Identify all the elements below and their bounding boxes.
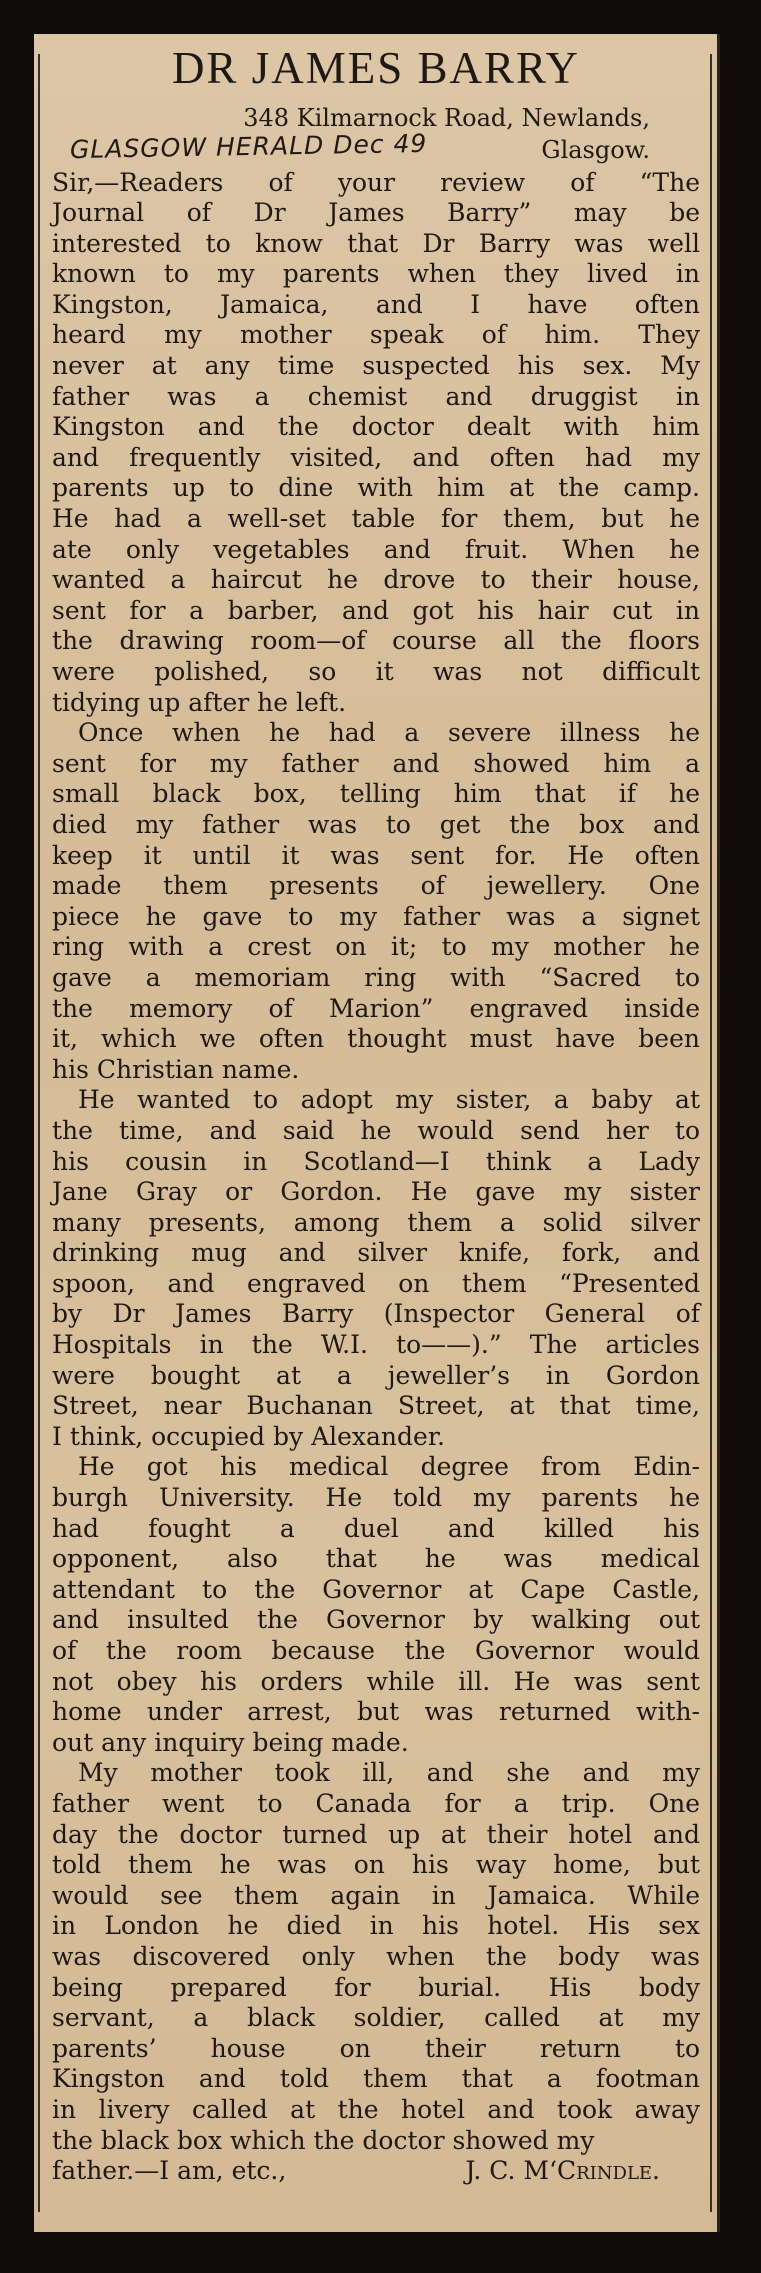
text-line: burgh University. He told my parents he bbox=[52, 1483, 700, 1513]
newspaper-clipping bbox=[34, 34, 720, 2232]
text-line: were polished, so it was not difficult bbox=[52, 657, 700, 686]
text-line: the memory of Marion” engraved inside bbox=[52, 993, 700, 1023]
address-line: 348 Kilmarnock Road, Newlands, bbox=[243, 103, 650, 132]
text-line: the time, and said he would send her to bbox=[52, 1115, 700, 1145]
text-line: Hospitals in the W.I. to——).” The articles bbox=[52, 1330, 700, 1360]
text-line: attendant to the Governor at Cape Castle, bbox=[52, 1574, 700, 1604]
headline: DR JAMES BARRY bbox=[171, 43, 581, 93]
text-line: I think, occupied by Alexander. bbox=[52, 1421, 445, 1451]
text-line: Kingston, Jamaica, and I have often bbox=[52, 289, 700, 319]
handwritten-note: GLASGOW HERALD Dec 49 bbox=[69, 128, 428, 164]
address-row bbox=[52, 128, 700, 168]
text-line: father went to Canada for a trip. One bbox=[52, 1788, 700, 1818]
text-line: and frequently visited, and often had my bbox=[52, 442, 700, 472]
text-line: He wanted to adopt my sister, a baby at bbox=[78, 1085, 700, 1115]
text-line: his Christian name. bbox=[52, 1054, 300, 1084]
text-line: day the doctor turned up at their hotel and bbox=[52, 1819, 700, 1849]
address-city: Glasgow. bbox=[541, 135, 650, 164]
text-line: Sir,—Readers of your review of “The bbox=[52, 167, 700, 197]
text-line: small black box, telling him that if he bbox=[52, 779, 700, 809]
text-line: the black box which the doctor showed my bbox=[52, 2125, 595, 2155]
text-line: Once when he had a severe illness he bbox=[78, 718, 700, 748]
paragraph bbox=[52, 1758, 700, 2156]
text-line: Street, near Buchanan Street, at that time, bbox=[52, 1391, 700, 1421]
text-line: his cousin in Scotland—I think a Lady bbox=[52, 1146, 700, 1176]
text-line: made them presents of jewellery. One bbox=[52, 871, 700, 901]
text-line: Kingston and told them that a footman bbox=[52, 2064, 700, 2094]
text-line: had fought a duel and killed his bbox=[52, 1513, 700, 1543]
text-line: spoon, and engraved on them “Presented bbox=[52, 1268, 700, 1298]
text-line: drinking mug and silver knife, fork, and bbox=[52, 1238, 700, 1268]
text-line: heard my mother speak of him. They bbox=[52, 320, 700, 350]
text-line: He had a well-set table for them, but he bbox=[52, 504, 700, 534]
text-line: died my father was to get the box and bbox=[52, 809, 700, 839]
text-line: Kingston and the doctor dealt with him bbox=[52, 412, 700, 442]
text-line: were bought at a jeweller’s in Gordon bbox=[52, 1360, 700, 1390]
text-line: parents’ house on their return to bbox=[52, 2033, 700, 2063]
text-line: opponent, also that he was medical bbox=[52, 1544, 700, 1574]
text-line: home under arrest, but was returned with- bbox=[52, 1697, 700, 1727]
text-line: of the room because the Governor would bbox=[52, 1636, 700, 1665]
text-line: in livery called at the hotel and took away bbox=[52, 2094, 700, 2124]
text-line: He got his medical degree from Edin- bbox=[78, 1452, 700, 1482]
text-line: parents up to dine with him at the camp. bbox=[52, 473, 700, 503]
paragraph bbox=[52, 168, 700, 719]
paragraph bbox=[52, 718, 700, 1085]
text-line: Jane Gray or Gordon. He gave my sister bbox=[52, 1177, 700, 1207]
letter-body bbox=[52, 168, 700, 2157]
text-line: known to my parents when they lived in bbox=[52, 259, 700, 289]
text-line: it, which we often thought must have been bbox=[52, 1024, 700, 1054]
column-rule-left bbox=[38, 54, 40, 2212]
text-line: wanted a haircut he drove to their house, bbox=[52, 565, 700, 595]
text-line: My mother took ill, and she and my bbox=[78, 1758, 700, 1788]
text-line: in London he died in his hotel. His sex bbox=[52, 1911, 700, 1941]
signature-line bbox=[52, 2156, 700, 2187]
text-line: was discovered only when the body was bbox=[52, 1941, 700, 1971]
text-line: sent for my father and showed him a bbox=[52, 748, 700, 778]
text-line: Journal of Dr James Barry” may be bbox=[52, 198, 700, 228]
text-line: not obey his orders while ill. He was sent bbox=[52, 1666, 700, 1696]
text-line: tidying up after he left. bbox=[52, 687, 347, 717]
text-line: never at any time suspected his sex. My bbox=[52, 351, 700, 381]
text-line: the drawing room—of course all the floors bbox=[52, 626, 700, 656]
text-line: ring with a crest on it; to my mother he bbox=[52, 932, 700, 962]
text-line: and insulted the Governor by walking out bbox=[52, 1605, 700, 1635]
text-line: ate only vegetables and fruit. When he bbox=[52, 534, 700, 564]
text-line: sent for a barber, and got his hair cut in bbox=[52, 595, 700, 625]
signature: J. C. M‘Crindle. bbox=[465, 2156, 660, 2186]
closing-text: father.—I am, etc., bbox=[52, 2156, 287, 2186]
paragraph bbox=[52, 1085, 700, 1452]
text-line: piece he gave to my father was a signet bbox=[52, 901, 700, 931]
letter-column bbox=[52, 44, 700, 2187]
text-line: by Dr James Barry (Inspector General of bbox=[52, 1299, 700, 1329]
text-line: out any inquiry being made. bbox=[52, 1727, 409, 1757]
text-line: keep it until it was sent for. He often bbox=[52, 840, 700, 870]
text-line: would see them again in Jamaica. While bbox=[52, 1880, 700, 1910]
text-line: father was a chemist and druggist in bbox=[52, 381, 700, 411]
column-rule-right bbox=[710, 54, 712, 2212]
text-line: being prepared for burial. His body bbox=[52, 1972, 700, 2002]
text-line: told them he was on his way home, but bbox=[52, 1850, 700, 1880]
text-line: interested to know that Dr Barry was well bbox=[52, 228, 700, 258]
paragraph bbox=[52, 1452, 700, 1758]
text-line: many presents, among them a solid silver bbox=[52, 1207, 700, 1237]
text-line: servant, a black soldier, called at my bbox=[52, 2003, 700, 2033]
text-line: gave a memoriam ring with “Sacred to bbox=[52, 962, 700, 992]
